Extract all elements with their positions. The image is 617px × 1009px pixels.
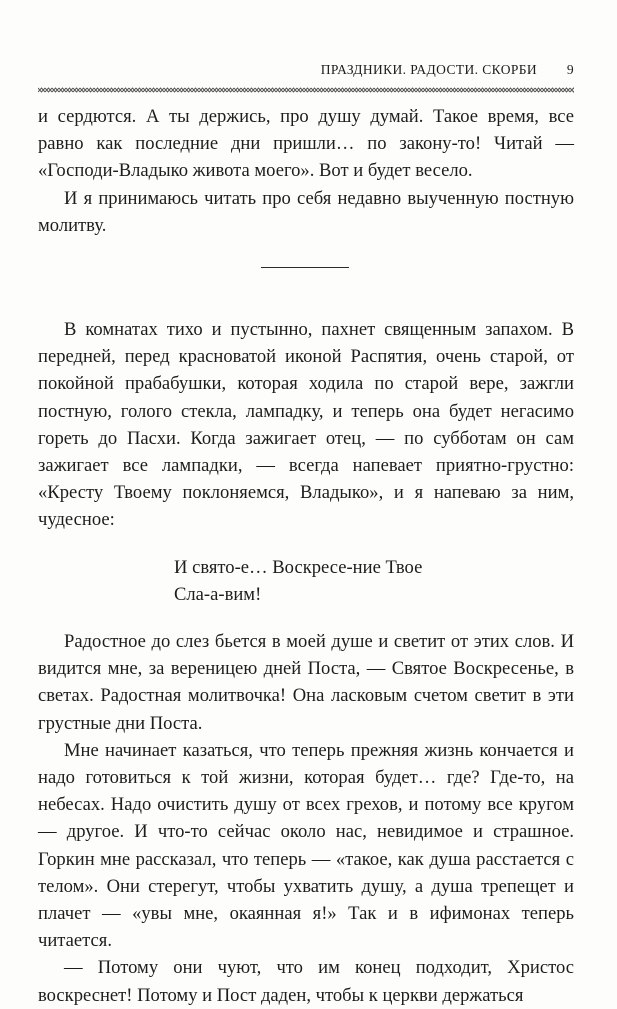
section-divider [261, 267, 349, 268]
paragraph: В комнатах тихо и пустынно, пахнет священным запахом. В передней, перед красноватой иконой Распятия, очень старой, от покойной прабабушки, которая ходила по старой вере, зажгли постную, голого стекла, лампадку, и теперь она будет негасимо гореть до Пасхи. Когда зажигает отец, — по субботам он сам зажигает все лампадки, — всегда напевает приятно-грустно: «Кресту Твоему поклоняемся, Владыко», и я напеваю за ним, чудесное: [38, 319, 574, 531]
verse-line: Сла-а-вим! [174, 583, 262, 605]
ornamental-rule [38, 85, 574, 95]
paragraph: Мне начинает казаться, что теперь прежняя жизнь кончается и надо готовиться к той жизни, которая будет… где? Где-то, на небесах. Надо очистить душу от всех грехов, и потому все кругом — другое. И что-то сейчас около нас, невидимое и страшное. Горкин мне рассказал, что теперь — «такое, как душа расстается с телом». Они стерегут, чтобы ухватить душу, а душа трепещет и плачет — «увы мне, окаянная я!» Так и в ифимонах теперь читается. [38, 739, 574, 952]
running-head [38, 62, 574, 78]
verse-line: И свято-е… Воскресе-ние Твое [174, 556, 423, 578]
paragraph: Радостное до слез бьется в моей душе и светит от этих слов. И видится мне, за вереницею дней Поста, — Святое Воскресенье, в светах. Радостная молитвочка! Она ласковым счетом светит в эти грустные дни Поста. [38, 631, 574, 734]
page-number: 9 [566, 62, 574, 77]
verse-block [174, 554, 574, 608]
paragraph: И я принимаюсь читать про себя недавно выученную постную молитву. [38, 187, 574, 236]
paragraph: — Потому они чуют, что им конец подходит, Христос воскреснет! Потому и Пост даден, чтобы к церкви держаться [38, 957, 574, 1006]
paragraph: и сердются. А ты держись, про душу думай. Такое время, все равно как последние дни пришли… по закону-то! Читай — «Господи-Владыко живота моего». Вот и будет весело. [38, 106, 574, 182]
body-text [38, 103, 574, 1009]
chapter-title: ПРАЗДНИКИ. РАДОСТИ. СКОРБИ [320, 62, 538, 77]
